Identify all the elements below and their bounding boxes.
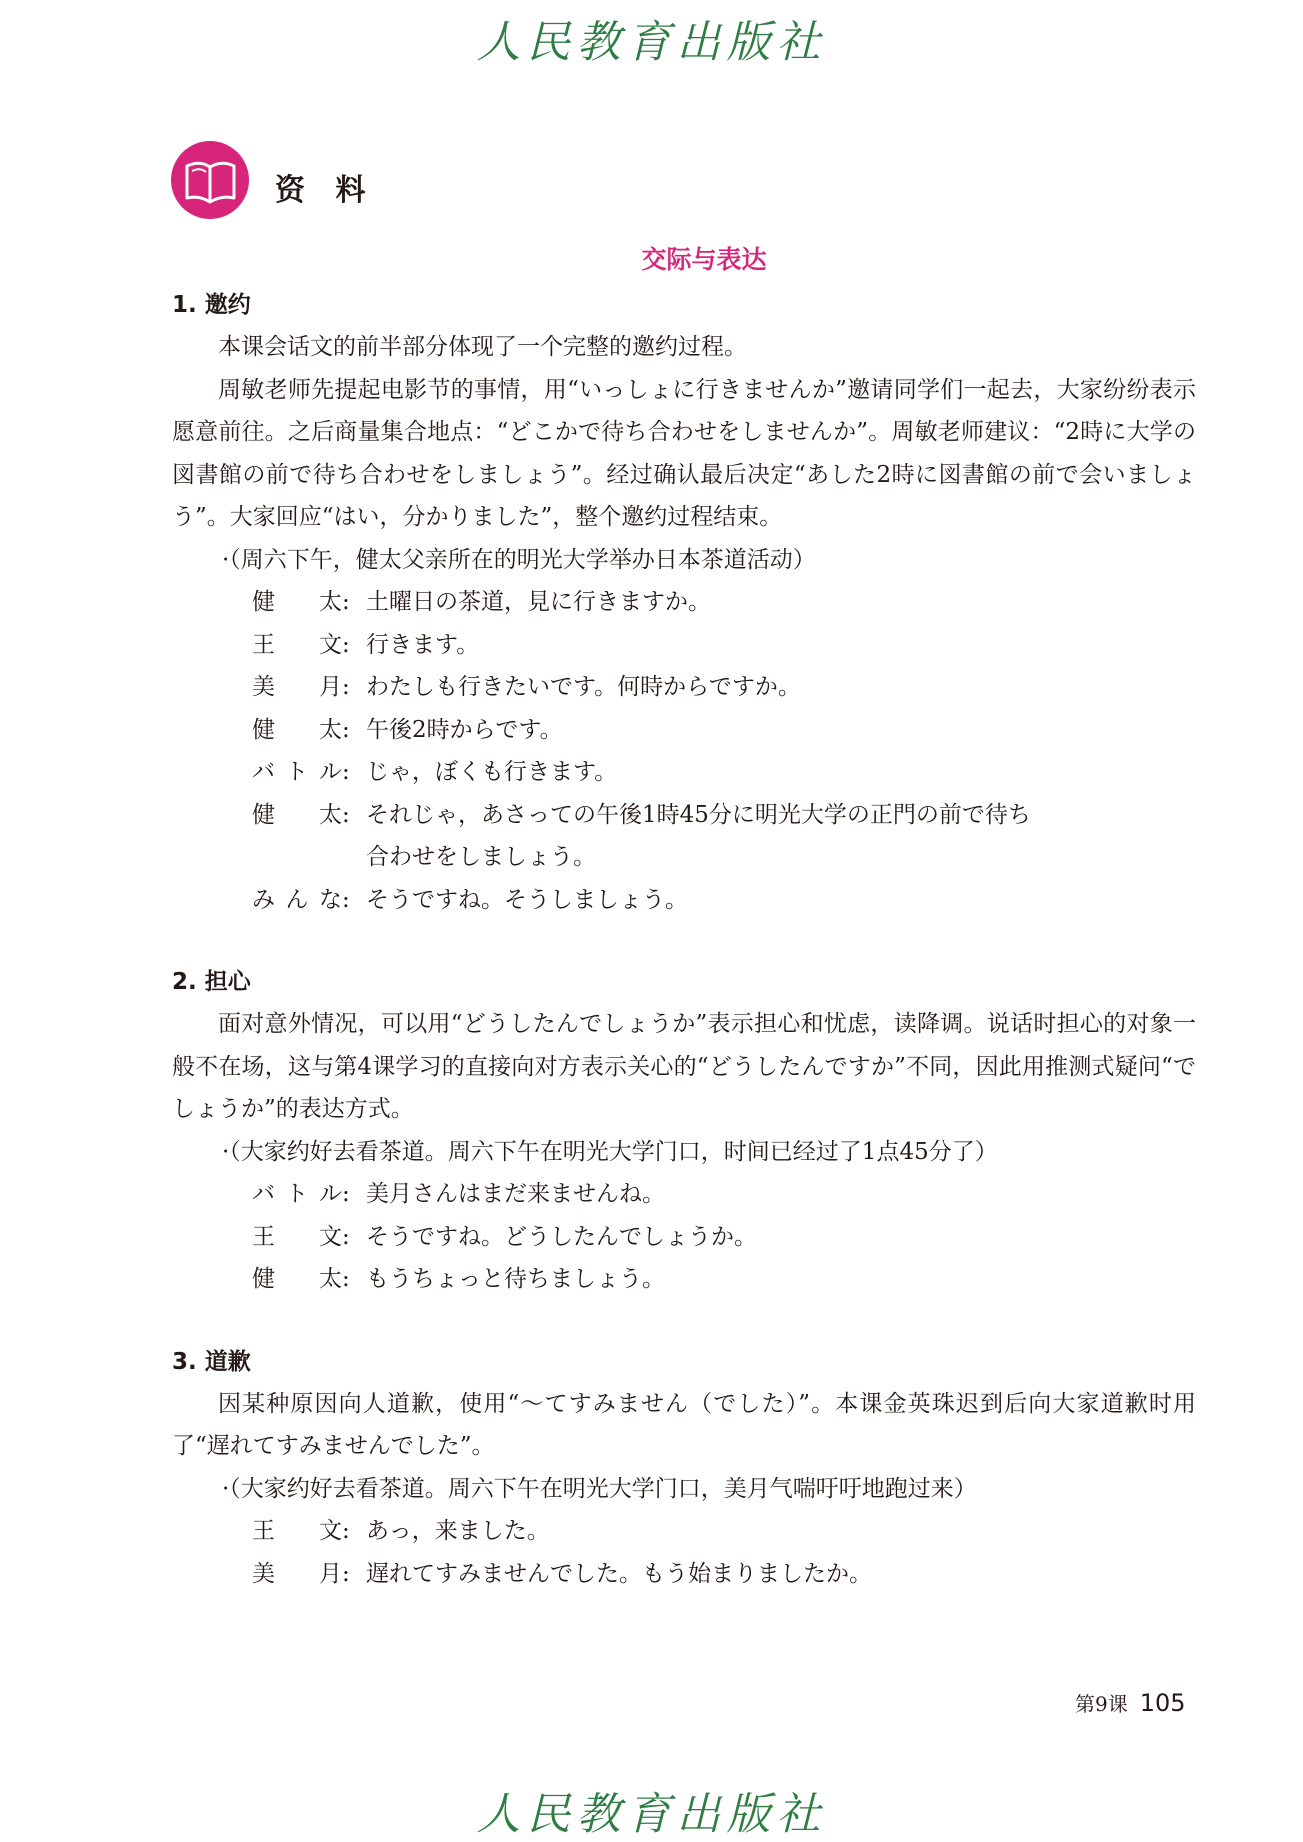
dialogue-line: 美月 : 遅れてすみませんでした。もう始まりましたか。 xyxy=(172,1553,1196,1596)
dialogue-line: みんな : そうですね。そうしましょう。 xyxy=(172,879,1196,922)
speaker: 健太 xyxy=(252,801,342,828)
utterance: 土曜日の茶道，見に行きますか。 xyxy=(366,589,711,615)
utterance: そうですね。どうしたんでしょうか。 xyxy=(366,1223,757,1250)
utterance: もうちょっと待ちましょう。 xyxy=(366,1266,665,1292)
page-number: 105 xyxy=(1139,1689,1186,1717)
dialogue-line: 美月 : わたしも行きたいです。何時からですか。 xyxy=(172,666,1196,709)
scene-note: ·（大家约好去看茶道。周六下午在明光大学门口，时间已经过了1点45分了） xyxy=(222,1138,998,1165)
utterance: それじゃ，あさっての午後1時45分に明光大学の正門の前で待ち xyxy=(366,801,1031,828)
dialogue-line: 王文 : 行きます。 xyxy=(172,624,1196,667)
dialogue-line: 王文 : そうですね。どうしたんでしょうか。 xyxy=(172,1216,1196,1259)
dialogue-line: 健太 : それじゃ，あさっての午後1時45分に明光大学の正門の前で待ち 合わせをしましょう。 xyxy=(172,794,1196,879)
speaker: 健太 xyxy=(252,716,342,743)
speaker: 健太 xyxy=(252,589,342,615)
scene-note: ·（周六下午，健太父亲所在的明光大学举办日本茶道活动） xyxy=(222,546,816,573)
utterance: 合わせをしましょう。 xyxy=(366,844,596,870)
dialogue-line: 健太 : 午後2時からです。 xyxy=(172,709,1196,752)
paragraph: 周敏老师先提起电影节的事情，用“いっしょに行きませんか”邀请同学们一起去，大家纷纷表示愿意前往。之后商量集合地点：“どこかで待ち合わせをしませんか”。周敏老师建议：“2時に大学の図書館の前で待ち合わせをしましょう”。经过确认最后决定“あした2時に図書館の前で会いましょう”。大家回应“はい，分かりました”，整个邀约过程结束。 xyxy=(172,376,1196,530)
page-footer xyxy=(1075,1688,1186,1717)
utterance: あっ，来ました。 xyxy=(366,1518,550,1544)
book-icon xyxy=(170,140,250,220)
speaker: 王文 xyxy=(252,1223,342,1250)
dialogue-line: 健太 : もうちょっと待ちましょう。 xyxy=(172,1258,1196,1301)
paragraph: 本课会话文的前半部分体现了一个完整的邀约过程。 xyxy=(218,334,747,360)
utterance: 美月さんはまだ来ませんね。 xyxy=(366,1181,665,1207)
section-title: 资 料 xyxy=(275,173,376,208)
utterance: 遅れてすみませんでした。もう始まりましたか。 xyxy=(366,1560,872,1587)
speaker: みんな xyxy=(252,886,342,913)
dialogue-line: バトル : 美月さんはまだ来ませんね。 xyxy=(172,1173,1196,1216)
subtitle: 交际与表达 xyxy=(641,245,767,274)
utterance: じゃ，ぼくも行きます。 xyxy=(366,759,618,785)
paragraph: 面对意外情况，可以用“どうしたんでしょうか”表示担心和忧虑，读降调。说话时担心的对象一般不在场，这与第4课学习的直接向对方表示关心的“どうしたんですか”不同，因此用推测式疑问“でしょうか”的表达方式。 xyxy=(172,1011,1196,1122)
dialogue xyxy=(172,1173,1196,1301)
scene-note: ·（大家约好去看茶道。周六下午在明光大学门口，美月气喘吁吁地跑过来） xyxy=(222,1475,977,1502)
part-apology xyxy=(172,1341,1196,1596)
dialogue-line: 王文 : あっ，来ました。 xyxy=(172,1510,1196,1553)
section-header xyxy=(170,140,470,236)
utterance: わたしも行きたいです。何時からですか。 xyxy=(366,674,801,700)
dialogue xyxy=(172,581,1196,921)
speaker: 王文 xyxy=(252,1518,342,1544)
part-heading: 1. 邀约 xyxy=(172,292,251,318)
publisher-watermark-top: 人民教育出版社 xyxy=(476,17,827,68)
paragraph: 因某种原因向人道歉，使用“～てすみません（でした）”。本课金英珠迟到后向大家道歉时用了“遅れてすみませんでした”。 xyxy=(172,1390,1196,1459)
dialogue-line: 健太 : 土曜日の茶道，見に行きますか。 xyxy=(172,581,1196,624)
dialogue xyxy=(172,1510,1196,1595)
speaker: 王文 xyxy=(252,631,342,658)
speaker: バトル xyxy=(252,759,342,785)
speaker: 健太 xyxy=(252,1266,342,1292)
part-worry xyxy=(172,961,1196,1301)
utterance: 行きます。 xyxy=(366,631,480,658)
utterance: そうですね。そうしましょう。 xyxy=(366,886,688,913)
main-content xyxy=(172,240,1196,1595)
lesson-label: 第9课 xyxy=(1075,1692,1128,1716)
part-invitation xyxy=(172,284,1196,921)
utterance: 午後2時からです。 xyxy=(366,716,563,743)
part-heading: 2. 担心 xyxy=(172,969,251,995)
speaker: 美月 xyxy=(252,674,342,700)
speaker: 美月 xyxy=(252,1560,342,1587)
speaker: バトル xyxy=(252,1181,342,1207)
publisher-watermark-bottom: 人民教育出版社 xyxy=(476,1789,827,1840)
dialogue-line: バトル : じゃ，ぼくも行きます。 xyxy=(172,751,1196,794)
part-heading: 3. 道歉 xyxy=(172,1348,251,1375)
